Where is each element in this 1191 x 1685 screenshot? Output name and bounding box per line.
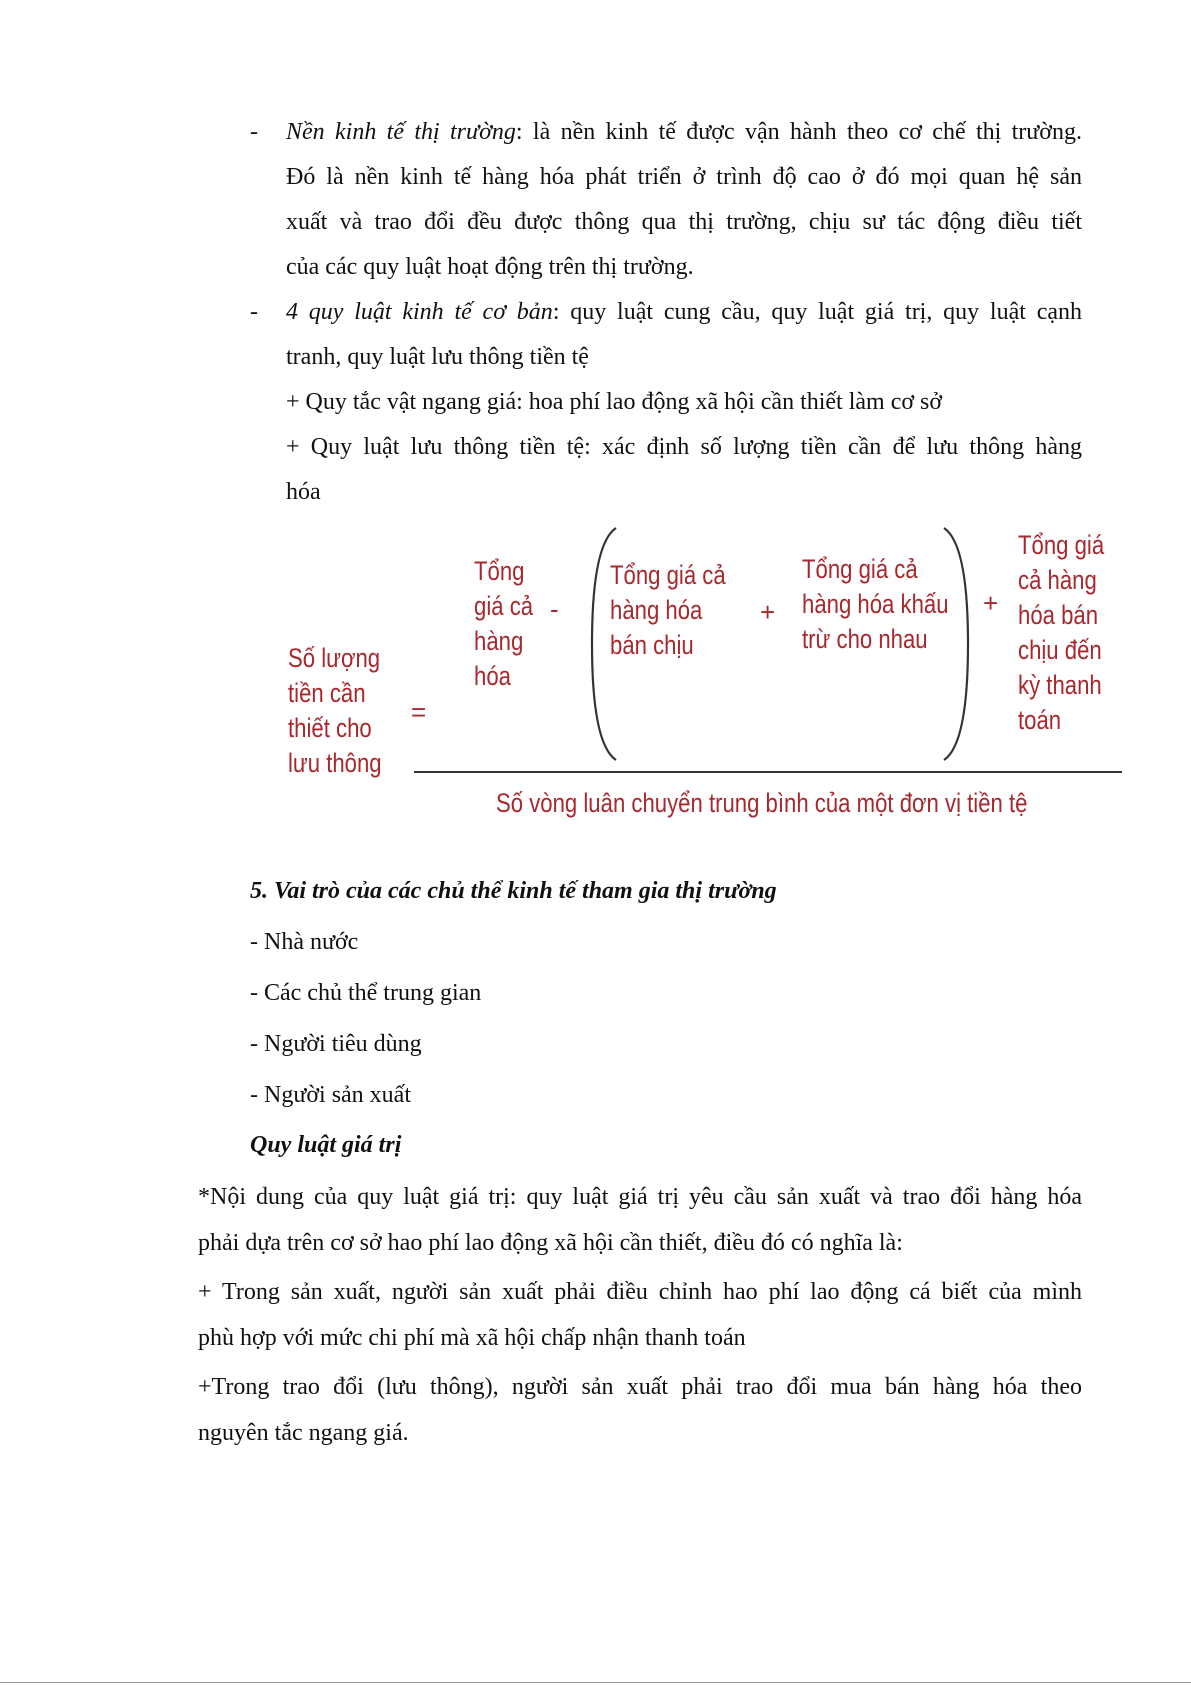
formula-t1-4: hóa xyxy=(474,661,511,691)
bullet-2-line-2: tranh, quy luật lưu thông tiền tệ xyxy=(286,344,589,370)
formula-minus: - xyxy=(550,594,559,624)
law-exchange-line-2: nguyên tắc ngang giá. xyxy=(198,1420,409,1446)
law-exchange-line-1: +Trong trao đổi (lưu thông), người sản xuất phải trao đổi mua bán hàng hóa theo xyxy=(198,1374,1082,1400)
role-item-consumers: - Người tiêu dùng xyxy=(250,1031,422,1057)
role-item-intermediaries: - Các chủ thể trung gian xyxy=(250,980,482,1006)
rule-money-circulation: + Quy luật lưu thông tiền tệ: xác định số lượng tiền cần để lưu thông hàng xyxy=(286,434,1082,460)
bullet-2-line-1 xyxy=(286,300,1082,324)
formula-equals: = xyxy=(411,697,427,727)
formula-t1-2: giá cả xyxy=(474,591,534,621)
formula-plus-2: + xyxy=(983,588,999,618)
formula-right-paren xyxy=(940,524,970,764)
bullet-1-text: : là nền kinh tế được vận hành theo cơ chế thị trường. xyxy=(515,119,1082,145)
formula-t3-2: hàng hóa khấu xyxy=(802,589,949,619)
rule-money-circulation-cont: hóa xyxy=(286,479,321,505)
role-item-producers: - Người sản xuất xyxy=(250,1082,412,1108)
bullet-1-line-1 xyxy=(286,120,1082,144)
bullet-dash: - xyxy=(250,299,258,325)
formula-t4-4: chịu đến xyxy=(1018,635,1102,665)
formula-t2-3: bán chịu xyxy=(610,630,694,660)
formula-fraction-bar xyxy=(414,771,1122,773)
formula-t2-2: hàng hóa xyxy=(610,595,703,625)
formula-lhs-4: lưu thông xyxy=(288,748,382,778)
formula-t2-1: Tổng giá cả xyxy=(610,560,726,590)
law-heading: Quy luật giá trị xyxy=(250,1132,402,1158)
formula-t3-1: Tổng giá cả xyxy=(802,554,918,584)
role-item-state: - Nhà nước xyxy=(250,929,359,955)
section-5-heading: 5. Vai trò của các chủ thể kinh tế tham gia thị trường xyxy=(250,878,777,904)
bullet-1-line-4: của các quy luật hoạt động trên thị trường. xyxy=(286,254,694,280)
bullet-1-line-3: xuất và trao đổi đều được thông qua thị trường, chịu sư tác động điều tiết xyxy=(286,209,1082,235)
formula-t4-2: cả hàng xyxy=(1018,565,1097,595)
formula-t3-3: trừ cho nhau xyxy=(802,624,928,654)
law-production-line-2: phù hợp với mức chi phí mà xã hội chấp nhận thanh toán xyxy=(198,1325,746,1351)
formula-t4-6: toán xyxy=(1018,705,1062,735)
bullet-2-term: 4 quy luật kinh tế cơ bản xyxy=(286,299,553,325)
law-content-line-1: *Nội dung của quy luật giá trị: quy luật giá trị yêu cầu sản xuất và trao đổi hàng hóa xyxy=(198,1184,1082,1210)
bullet-2-text: : quy luật cung cầu, quy luật giá trị, quy luật cạnh xyxy=(552,299,1082,325)
law-production-line-1: + Trong sản xuất, người sản xuất phải điều chỉnh hao phí lao động cá biết của mình xyxy=(198,1279,1082,1305)
formula-t4-1: Tổng giá xyxy=(1018,530,1105,560)
formula-t1-1: Tổng xyxy=(474,556,525,586)
formula-lhs-2: tiền cần xyxy=(288,678,366,708)
page-bottom-rule xyxy=(0,1682,1191,1683)
formula-t4-5: kỳ thanh xyxy=(1018,670,1102,700)
bullet-1-line-2: Đó là nền kinh tế hàng hóa phát triển ở trình độ cao ở đó mọi quan hệ sản xyxy=(286,164,1082,190)
formula-plus-1: + xyxy=(760,597,776,627)
bullet-dash: - xyxy=(250,119,258,145)
formula-lhs-3: thiết cho xyxy=(288,713,372,743)
formula-denominator: Số vòng luân chuyển trung bình của một đơn vị tiền tệ xyxy=(496,788,1028,818)
rule-equal-value: + Quy tắc vật ngang giá: hoa phí lao động xã hội cần thiết làm cơ sở xyxy=(286,389,943,415)
formula-t1-3: hàng xyxy=(474,626,524,656)
formula-lhs-1: Số lượng xyxy=(288,643,381,673)
law-content-line-2: phải dựa trên cơ sở hao phí lao động xã hội cần thiết, điều đó có nghĩa là: xyxy=(198,1230,903,1256)
formula-t4-3: hóa bán xyxy=(1018,600,1099,630)
bullet-1-term: Nền kinh tế thị trường xyxy=(286,119,516,145)
